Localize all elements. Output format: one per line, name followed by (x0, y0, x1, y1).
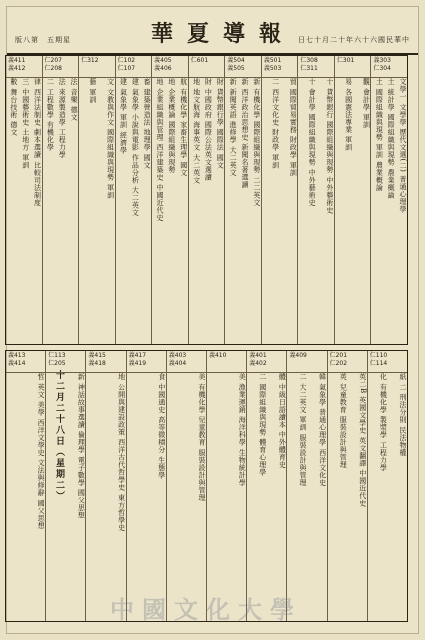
schedule-cell (224, 56, 261, 344)
course-list: 哲 英文 美學 西洋文學史 文法與修辭 國父思想 (37, 373, 46, 530)
page-number: 版八第 五期星 (15, 36, 71, 44)
course-list: 地 企業概論 國際組織與現勢 (167, 78, 176, 174)
course-list: 美 漁業運銷 海洋科學 生物統計學 (238, 373, 247, 487)
schedule-cell (126, 351, 166, 621)
room-code: 仁102 仁107 (116, 56, 152, 78)
course-list: 地 企業組織與管理 西洋建築史 中國近代史 (156, 78, 165, 222)
course-list: 貿 國際貿易實務 財政學 軍訓 (289, 78, 298, 177)
room-code: 義413 義414 (6, 351, 45, 373)
schedule-cell (85, 351, 125, 621)
course-list: 美 有機化學 兒童教育 服裝設計與管理 (197, 373, 206, 502)
schedule-cell (327, 351, 367, 621)
course-list: 新 西洋政治思想史 新聞名著選讀 (240, 78, 249, 189)
schedule-cell (286, 351, 326, 621)
exam-schedule-top (5, 55, 408, 345)
schedule-cell (367, 351, 407, 621)
room-code: 仁110 仁114 (368, 351, 407, 373)
room-code: 義411 義412 (6, 56, 42, 78)
course-list: 體 中級日語讀本 中外體育史 (278, 373, 287, 469)
schedule-cell (297, 56, 334, 344)
course-list: 三 中國藝術史 土地方 軍訓 (21, 78, 30, 169)
schedule-cell (370, 56, 407, 344)
room-code: 仁301 (335, 56, 371, 78)
schedule-cell (6, 351, 45, 621)
course-list: 文 文教與作文 國際組織與現勢 軍訓 (106, 78, 115, 199)
course-list: 新 神話故事選讀 倫理學 電子數學 國父思想 (77, 373, 86, 519)
course-list: 十 貨幣銀行 國際組織與現勢 中外藝術史 (325, 78, 334, 214)
watermark: 中國文化大學 (110, 595, 302, 624)
schedule-cell (188, 56, 225, 344)
masthead-header (7, 7, 418, 55)
course-list: 財 中國政府 國際公法英文選讀 (204, 78, 213, 181)
course-list: 建 氣象學 軍訓 經濟學 (119, 78, 128, 154)
schedule-cell (78, 56, 115, 344)
course-list: 易 各國憲法專業 軍訓 (344, 78, 353, 151)
schedule-cell (261, 56, 298, 344)
course-list: 藝 軍訓 (88, 78, 97, 104)
course-list: 新 有機化學 國際組織與現勢 二二英文 (252, 78, 261, 207)
course-list: 十 會計學 國際組織與現勢 中外藝術史 (308, 78, 317, 207)
room-code: 義405 義406 (152, 56, 188, 78)
schedule-cell (246, 351, 286, 621)
room-code: 義303 仁304 (371, 56, 407, 78)
newspaper-title: 華夏導報 (150, 21, 295, 47)
schedule-cell (206, 351, 246, 621)
course-list: 韓 氣象學 普通心理學 西洋文化史 (318, 373, 327, 487)
course-list: 地 公開與建設政策 西洋古代哲學史 東方哲學史 (117, 373, 126, 532)
course-list: 文學一 文學學 歷代文選(二) 普通心理學 (399, 78, 407, 213)
course-list: 新 新聞英語 進修學 大二英文 (229, 78, 238, 177)
room-code: 義410 (207, 351, 246, 373)
schedule-cell (115, 56, 152, 344)
room-code: 義504 義505 (225, 56, 261, 78)
course-list: 二 工程數學 有機化學 (46, 78, 55, 151)
schedule-cell (42, 56, 79, 344)
schedule-cell (45, 351, 85, 621)
room-code: 仁308 仁311 (298, 56, 334, 78)
room-code: 義401 義402 (247, 351, 286, 373)
schedule-cell (151, 56, 188, 344)
course-list: 法 音樂 德文 (70, 78, 79, 121)
room-code: 仁113 仁205 (46, 351, 85, 373)
exam-schedule-bottom (5, 350, 408, 622)
issue-date: 日七十月二十年六十六國民華中 (298, 36, 410, 44)
course-list: 土 統計學 國際組織與現勢 農業概論 (387, 78, 396, 199)
course-list: 畜 建築營造法 地理學 國文 (143, 78, 152, 169)
course-list: 英 兒童教育 服裝設計與管理 (339, 373, 348, 469)
course-list: 數 舞台技術 德文 (9, 78, 18, 136)
schedule-cell (166, 351, 206, 621)
course-list: 法 來源製造學 工程力學 (58, 78, 67, 159)
room-code: 義501 義503 (262, 56, 298, 78)
course-list: 地 地文航海 海事英文 大二英文 (192, 78, 201, 184)
course-list: 航 有機化學 家畜生理學 國文 (179, 78, 188, 177)
room-code: 仁601 (189, 56, 225, 78)
room-code: 義417 義419 (127, 351, 166, 373)
course-list: 化 有機化學 製漿學 工程力學 (379, 373, 388, 472)
room-code: 義403 義404 (167, 351, 206, 373)
schedule-cell (6, 56, 42, 344)
course-list: 觀 會計學 軍訓 (362, 78, 371, 129)
course-list: 土 國際組織與現勢 軍訓 農業概論 (375, 78, 384, 192)
room-code: 仁207 仁208 (43, 56, 79, 78)
room-code: 仁312 (79, 56, 115, 78)
room-code: 義409 (287, 351, 326, 373)
course-list: 財 貨幣銀行學 國際法 國文 (216, 78, 225, 169)
course-list: 食 中國通史 高等微積分 生態學 (157, 373, 166, 479)
date-label: 十二月二十八日（星期二） (54, 370, 64, 502)
course-list: 英二B 英國文學史 英文翻譯 中國近代史 (358, 373, 367, 507)
course-list: 建 氣象學 小說與電影 作品分析 大二英文 (131, 78, 140, 217)
course-list: 二 西洋文化史 財政學 軍訓 (271, 78, 280, 169)
course-list: 紙 二 刑法分則 民法物權 (399, 373, 407, 457)
course-list: 律 西洋法制史 劇本選讀 比較司法制度 (33, 78, 42, 207)
room-code: 仁201 仁202 (328, 351, 367, 373)
room-code: 義415 義418 (86, 351, 125, 373)
schedule-cell (334, 56, 371, 344)
course-list: 二 國際組織與現勢 體育心理學 (258, 373, 267, 476)
course-list: 二 大二英文 軍訓 服裝設計與管理 (298, 373, 307, 487)
